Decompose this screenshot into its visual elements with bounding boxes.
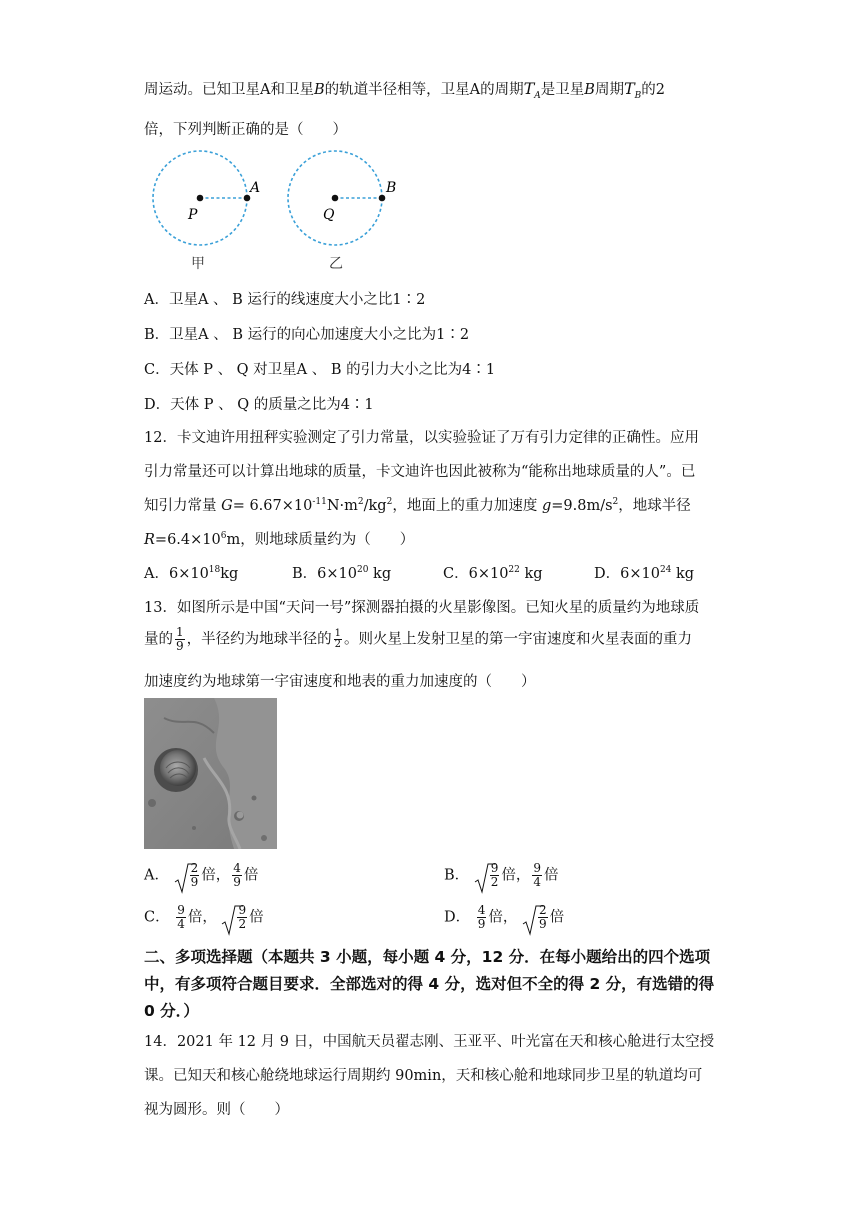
q11-option-c: C．天体 P 、 Q 对卫星A 、 B 的引力大小之比为4∶1 [144,362,496,378]
q12-text: 知引力常量 [144,498,222,514]
q12-text: =9.8m/s [551,498,613,514]
q11-var: B [313,82,325,98]
q12-exp: -11 [312,497,327,508]
q12-text: /kg [363,498,387,514]
q11-intro-line [144,78,665,101]
fraction-one-ninth: $\frac{1}{9}$ [176,625,184,653]
q12-exp: 2 [612,497,619,508]
q11-option-a: A．卫星A 、 B 运行的线速度大小之比1∶2 [144,292,426,308]
q12-option-d: D．$6\times 10^{24}$ kg [594,565,695,582]
sqrt-two-ninths: $\frac{2}{9}$ [522,904,550,931]
q11-text: 是卫星 [540,82,585,98]
q11-option-d: D．天体 P 、 Q 的质量之比为4∶1 [144,397,374,413]
q12-exp: 6 [220,531,227,542]
sqrt-nine-halves: $\frac{9}{2}$ [474,862,502,889]
sat-label-a: A [250,180,261,196]
q13-line3: 加速度约为地球第一宇宙速度和地表的重力加速度的（ ） [144,674,536,690]
q12-line2: 引力常量还可以计算出地球的质量，卡文迪许也因此被称为“能称出地球质量的人”。已 [144,464,696,480]
q12-line3 [144,494,691,515]
q12-exp: 2 [357,497,364,508]
q11-text: 周运动。已知卫星A和卫星 [144,82,314,98]
q11-text: 的2 [641,82,665,98]
q11-text: 周期 [594,82,624,98]
q14-line1: 14．2021 年 12 月 9 日，中国航天员翟志刚、王亚平、叶光富在天和核心舱进行太空授 [144,1034,715,1050]
q11-var-tb: T [623,79,635,98]
q12-var-gravity: g [541,498,552,514]
center-label-q: Q [323,207,335,223]
center-label-p: P [188,207,198,223]
q12-option-b: B．$6\times 10^{20}$ kg [292,565,392,582]
q12-exp: 2 [386,497,393,508]
q12-option-a: A．$6\times 10^{18}kg$ [144,565,239,582]
q12-text: = 6.67×10 [232,498,313,514]
sqrt-nine-halves: $\frac{9}{2}$ [221,904,249,931]
q13-option-b: B． $\frac{9}{2}$ 倍， $\frac{9}{4}$ 倍 [444,862,860,889]
q12-line4 [144,528,414,549]
q11-var-ta-sub: A [534,90,541,101]
q12-text: =6.4×10 [154,532,221,548]
q12-text: ，地球半径 [618,498,691,514]
fraction-one-half: $\frac{1}{2}$ [334,628,342,650]
q12-text: m，则地球质量约为（ ） [226,532,415,548]
q11-option-b: B．卫星A 、 B 运行的向心加速度大小之比为1∶2 [144,327,470,343]
q13-line2: 量的 $\frac{1}{9}$ ，半径约为地球半径的 $\frac{1}{2}$ 。则火星上发射卫星的第一宇宙速度和火星表面的重力 [144,625,693,653]
orbit-right [288,151,396,272]
q12-text: ，地面上的重力加速度 [392,498,542,514]
caption-yi: 乙 [329,256,343,272]
mars-surface-photo [144,698,277,849]
q13-option-d: D． $\frac{4}{9}$ 倍， $\frac{2}{9}$ 倍 [444,904,860,931]
q11-intro-line2: 倍，下列判断正确的是（ ） [144,122,347,138]
q11-var: B [584,82,595,98]
q12-line1: 12．卡文迪许用扭秤实验测定了引力常量，以实验验证了万有引力定律的正确性。应用 [144,430,699,446]
q11-var-ta: T [523,79,535,98]
q14-line2: 课。已知天和核心舱绕地球运行周期约 90min，天和核心舱和地球同步卫星的轨道均可 [144,1068,703,1084]
orbit-left [153,151,260,272]
q14-line3: 视为圆形。则（ ） [144,1102,289,1118]
q12-text: N·m [326,498,358,514]
q11-text: 的轨道半径相等，卫星A的周期 [324,82,524,98]
q13-line1: 13．如图所示是中国“天问一号”探测器拍摄的火星影像图。已知火星的质量约为地球质 [144,600,700,616]
q11-var-tb-sub: B [634,90,642,101]
sat-label-b: B [386,180,397,196]
sqrt-two-ninths: $\frac{2}{9}$ [174,862,202,889]
orbit-diagram [144,146,404,276]
caption-jia: 甲 [191,256,205,272]
q12-option-c: C．$6\times 10^{22}$ kg [443,565,543,582]
section-heading-multiple-choice: 二、多项选择题（本题共 3 小题，每小题 4 分，12 分．在每小题给出的四个选项中，有多项符合题目要求．全部选对的得 4 分，选对但不全的得 2 分，有选错的得 0 分．） [144,948,715,1020]
q12-var-g: G [221,498,233,514]
q13-option-a: A． $\frac{2}{9}$ 倍， $\frac{4}{9}$ 倍 [144,862,744,889]
q12-var-r: R [144,532,155,548]
q13-option-c: C． $\frac{9}{4}$ 倍， $\frac{9}{2}$ 倍 [144,904,744,931]
